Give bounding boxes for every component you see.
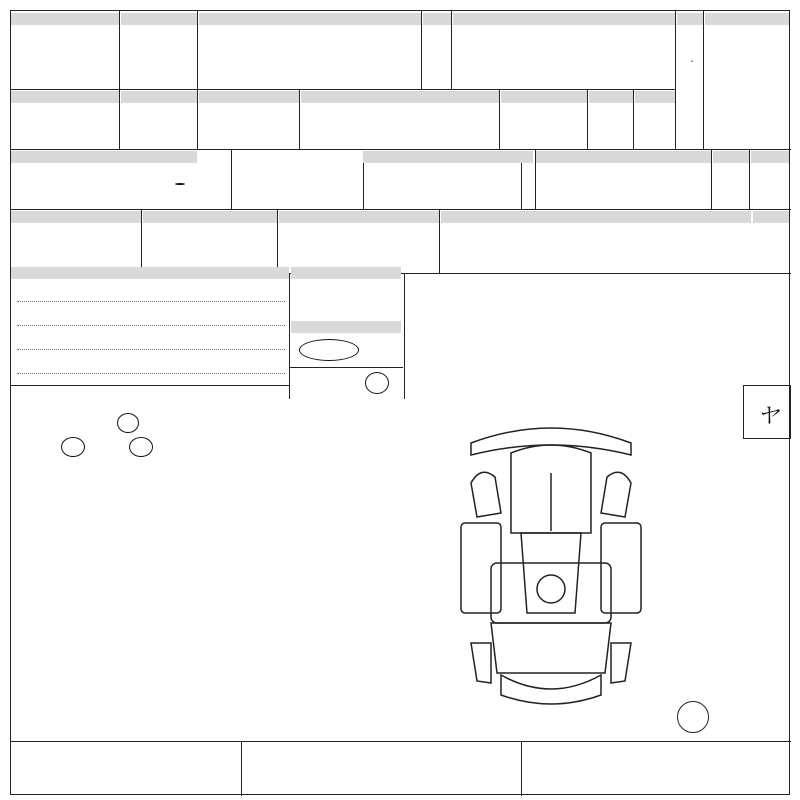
header-exhibit-label (11, 13, 119, 25)
header-seats-label (635, 91, 675, 103)
auction-sheet: ・ ヤ (10, 10, 790, 795)
header-score-label (705, 13, 789, 25)
car-damage-diagram (451, 413, 651, 729)
spare-tire-circle (677, 701, 709, 733)
header-region-label (11, 91, 119, 103)
header-first-reg-label (121, 13, 197, 25)
header-displacement-label (501, 91, 587, 103)
header-drive-label (677, 13, 703, 25)
header-mileage-label (11, 151, 197, 163)
header-car-name-label (199, 13, 421, 25)
header-smartkey-label (753, 211, 789, 223)
header-fuel-label (535, 151, 711, 163)
header-door-label (423, 13, 451, 25)
header-usage-label (199, 91, 299, 103)
header-grade-label (453, 13, 675, 25)
header-shift-label (11, 211, 141, 223)
header-aircon-label (143, 211, 277, 223)
mileage-unit-km (175, 183, 185, 185)
key-lock-mark: ヤ (757, 404, 780, 429)
header-notes-label (11, 267, 289, 279)
header-model-year-label (121, 91, 197, 103)
header-exterior-label (713, 151, 749, 163)
header-color-label (363, 151, 533, 163)
header-type-label (301, 91, 499, 103)
header-warranty-label (589, 91, 633, 103)
header-recycle-label (279, 211, 439, 223)
header-interior-label (751, 151, 789, 163)
import-car-label (291, 321, 401, 333)
header-equipment-label (441, 211, 751, 223)
